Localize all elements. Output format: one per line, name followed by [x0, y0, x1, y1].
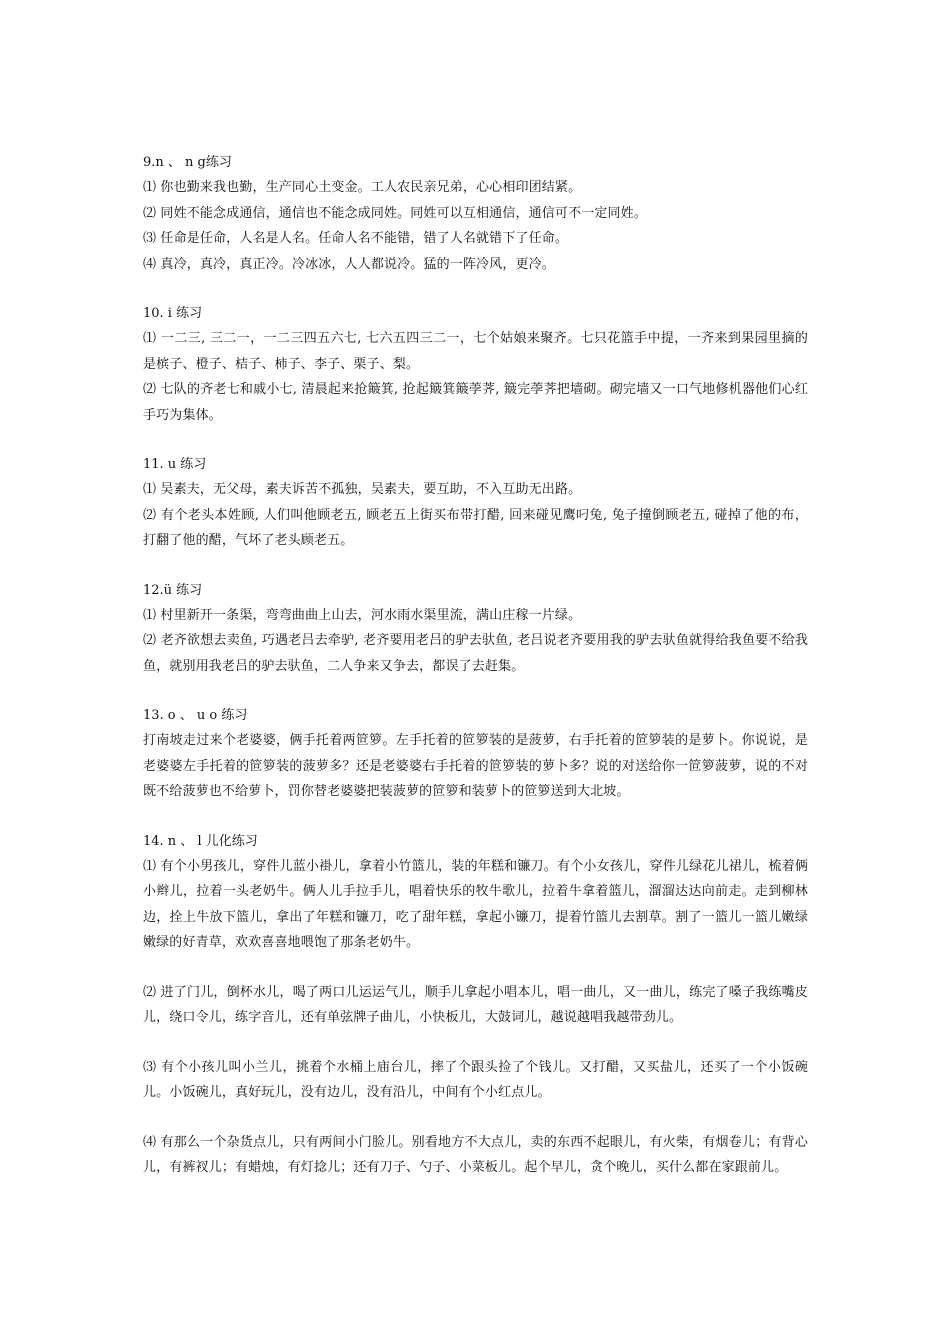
section-o-uo	[143, 703, 808, 805]
section-n-l-erhua	[143, 829, 808, 1181]
practice-paragraph: ⑴ 吴素夫，无父母，素夫诉苦不孤独，吴素夫，要互助，不入互助无出路。	[143, 482, 582, 497]
practice-paragraph: ⑴ 有个小男孩儿，穿件儿蓝小褂儿，拿着小竹篮儿，装的年糕和镰刀。有个小女孩儿，穿件儿绿花儿裙儿，梳着俩小辫儿，拉着一头老奶牛。俩人儿手拉手儿，唱着快乐的牧牛歌儿，拉着牛拿着篮儿，溜溜达达向前走。走到柳林边，拴上牛放下篮儿，拿出了年糕和镰刀，吃了甜年糕，拿起小镰刀，提着竹篮儿去割草。割了一篮儿一篮儿嫩绿嫩绿的好青草，欢欢喜喜地喂饱了那条老奶牛。	[143, 858, 808, 950]
practice-paragraph: ⑵ 有个老头本姓顾, 人们叫他顾老五, 顾老五上街买布带打醋, 回来碰见鹰叼兔, 兔子撞倒顾老五, 碰掉了他的布，打翻了他的醋，气坏了老头顾老五。	[143, 507, 808, 548]
practice-paragraph: ⑴ 村里新开一条渠，弯弯曲曲上山去，河水雨水渠里流，满山庄稼一片绿。	[143, 607, 582, 623]
section-title: 12.ü 练习	[143, 582, 203, 598]
practice-paragraph: ⑶ 任命是任命，人名是人名。任命人名不能错，错了人名就错下了任命。	[143, 231, 569, 246]
section-i	[143, 301, 808, 428]
section-u-umlaut	[143, 578, 808, 680]
practice-paragraph: ⑵ 老齐欲想去卖鱼, 巧遇老吕去牵驴, 老齐要用老吕的驴去驮鱼, 老吕说老齐要用我的驴去驮鱼就得给我鱼要不给我鱼，就别用我老吕的驴去驮鱼，二人争来又争去，都误了去赶集。	[143, 633, 808, 674]
section-title: 11. u 练习	[143, 457, 207, 472]
section-title: 10. i 练习	[143, 306, 203, 321]
section-n-ng	[143, 150, 808, 277]
practice-paragraph: ⑵ 同姓不能念成通信，通信也不能念成同姓。同姓可以互相通信，通信可不一定同姓。	[143, 205, 647, 221]
practice-paragraph: ⑴ 一二三, 三二一，一二三四五六七, 七六五四三二一，七个姑娘来聚齐。七只花篮手中提，一齐来到果园里摘的是槟子、橙子、桔子、柿子、李子、栗子、梨。	[143, 331, 808, 372]
practice-paragraph: ⑷ 真冷，真冷，真正冷。冷冰冰，人人都说冷。猛的一阵冷风，更冷。	[143, 256, 555, 272]
section-u	[143, 452, 808, 554]
practice-paragraph: 打南坡走过来个老婆婆，俩手托着两笸箩。左手托着的笸箩装的是菠萝，右手托着的笸箩装的是萝卜。你说说，是老婆婆左手托着的笸箩装的菠萝多？还是老婆婆右手托着的笸箩装的萝卜多？说的对送给你一笸箩菠萝，说的不对既不给菠萝也不给萝卜，罚你替老婆婆把装菠萝的笸箩和装萝卜的笸箩送到大北坡。	[143, 733, 808, 799]
practice-paragraph: ⑴ 你也勤来我也勤，生产同心土变金。工人农民亲兄弟，心心相印团结紧。	[143, 180, 582, 195]
practice-paragraph: ⑷ 有那么一个杂货点儿，只有两间小门脸儿。别看地方不大点儿，卖的东西不起眼儿，有火柴，有烟卷儿；有背心儿，有裤衩儿；有蜡烛，有灯捻儿；还有刀子、勺子、小菜板儿。起个早儿，贪个晚儿，买什么都在家跟前儿。	[143, 1134, 808, 1175]
section-title: 13. o 、 u o 练习	[143, 708, 248, 723]
practice-paragraph: ⑵ 进了门儿，倒杯水儿，喝了两口儿运运气儿，顺手儿拿起小唱本儿，唱一曲儿，又一曲儿，练完了嗓子我练嘴皮儿，绕口令儿，练字音儿，还有单弦牌子曲儿，小快板儿，大鼓词儿，越说越唱我越带劲儿。	[143, 984, 808, 1025]
document-body	[143, 150, 808, 1205]
section-title: 9.n 、 n g练习	[143, 155, 232, 170]
section-title: 14. n 、 l 儿化练习	[143, 833, 258, 849]
practice-paragraph: ⑶ 有个小孩儿叫小兰儿，挑着个水桶上庙台儿，摔了个跟头捡了个钱儿。又打醋，又买盐儿，还买了一个小饭碗儿。小饭碗儿，真好玩儿，没有边儿，没有沿儿，中间有个小红点儿。	[143, 1059, 808, 1100]
practice-paragraph: ⑵ 七队的齐老七和戚小七, 清晨起来抢簸箕, 抢起簸箕簸荸荠, 簸完荸荠把墙砌。砌完墙又一口气地修机器他们心红手巧为集体。	[143, 382, 808, 423]
